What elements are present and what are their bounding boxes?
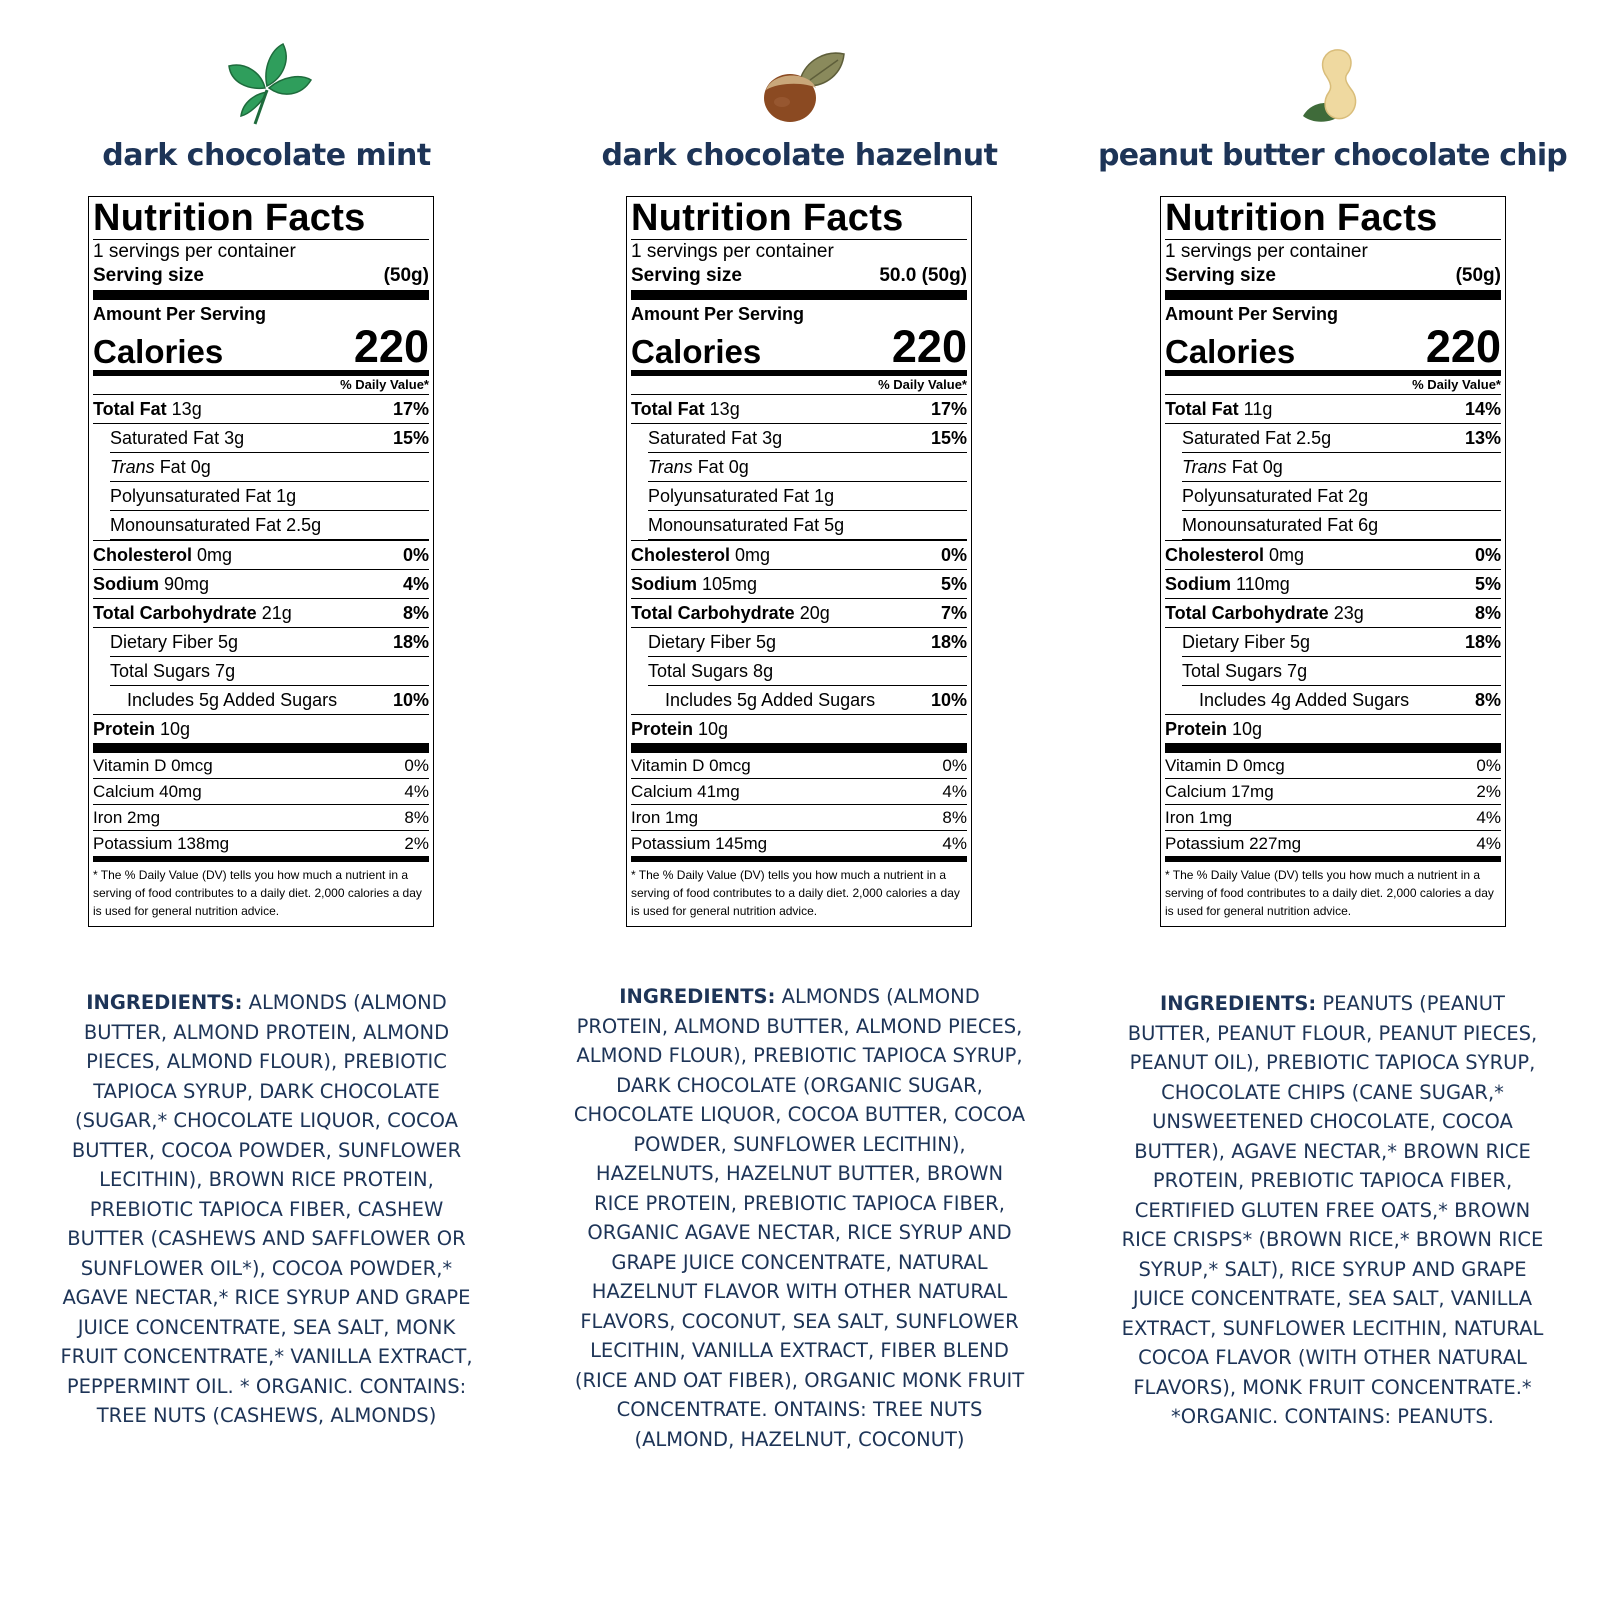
nutrient-amount: 13g: [704, 399, 740, 419]
nutrient-amount: 23g: [1328, 603, 1364, 623]
nutrient-amount: 10g: [155, 718, 191, 739]
polyunsaturated-fat-row: [1182, 482, 1501, 511]
vitamin-name: Iron 1mg: [631, 807, 699, 827]
added-sugars-row: [665, 686, 967, 715]
calories-row: [631, 321, 967, 376]
nutrient-name: Total Sugars 7g: [110, 661, 236, 681]
nutrient-dv: 15%: [930, 428, 967, 448]
nutrition-facts-title: Nutrition Facts: [1165, 197, 1501, 240]
daily-value-footnote: * The % Daily Value (DV) tells you how much a nutrient in a serving of food contributes to a daily diet. 2,000 calories a day is used for general nutrition advice.: [93, 867, 422, 918]
daily-value-header: % Daily Value*: [631, 376, 967, 395]
nutrient-name: Saturated Fat 2.5g: [1182, 428, 1332, 448]
nutrient-amount: 90mg: [159, 574, 210, 594]
vitamin-name: Calcium 40mg: [93, 781, 202, 801]
vitamin-name: Potassium 145mg: [631, 833, 768, 853]
nutrient-dv: 7%: [940, 603, 967, 623]
servings-per-container: 1 servings per container: [93, 241, 296, 262]
added-sugars-row: [127, 686, 429, 715]
vitamin-name: Calcium 41mg: [631, 781, 740, 801]
nutrient-amount: Fat 0g: [1226, 457, 1283, 477]
nutrient-name: Trans: [1182, 457, 1227, 477]
nutrient-dv: 0%: [940, 545, 967, 565]
trans-fat-row: [648, 453, 967, 482]
vitamin-dv: 4%: [1476, 833, 1501, 853]
amount-per-serving: Amount Per Serving: [93, 304, 267, 324]
daily-value-header: % Daily Value*: [1165, 376, 1501, 395]
vitamin-dv: 4%: [942, 781, 967, 801]
nutrient-dv: 10%: [392, 690, 429, 710]
nutrient-dv: 14%: [1464, 399, 1501, 419]
vitamin-d-row: [93, 753, 429, 779]
added-sugars-row: [1199, 686, 1501, 715]
total-sugars-row: [648, 657, 967, 686]
trans-fat-row: [110, 453, 429, 482]
calcium-row: [93, 779, 429, 805]
nutrient-dv: 13%: [1464, 428, 1501, 448]
nutrient-name: Includes 5g Added Sugars: [127, 690, 338, 710]
monounsaturated-fat-row: [110, 511, 429, 540]
calories-label: Calories: [631, 333, 762, 370]
amount-per-serving: Amount Per Serving: [1165, 304, 1339, 324]
amount-per-serving: Amount Per Serving: [631, 304, 805, 324]
total-carbohydrate-row: [1165, 599, 1501, 628]
cholesterol-row: [1165, 540, 1501, 570]
sodium-row: [631, 570, 967, 599]
nutrient-name: Cholesterol: [631, 545, 731, 565]
sodium-row: [93, 570, 429, 599]
nutrient-amount: 11g: [1238, 399, 1273, 419]
vitamin-dv: 0%: [404, 755, 429, 775]
vitamin-name: Iron 2mg: [93, 807, 161, 827]
nutrient-name: Saturated Fat 3g: [648, 428, 783, 448]
nutrient-name: Sodium: [93, 574, 159, 594]
nutrient-amount: 21g: [256, 603, 292, 623]
protein-row: [93, 714, 429, 753]
vitamin-dv: 4%: [1476, 807, 1501, 827]
nutrient-name: Total Fat: [631, 399, 705, 419]
nutrient-name: Cholesterol: [1165, 545, 1265, 565]
total-carbohydrate-row: [631, 599, 967, 628]
iron-row: [1165, 805, 1501, 831]
daily-value-footnote: * The % Daily Value (DV) tells you how much a nutrient in a serving of food contributes to a daily diet. 2,000 calories a day is used for general nutrition advice.: [631, 867, 960, 918]
ingredients-list: PEANUTS (PEANUT BUTTER, PEANUT FLOUR, PEANUT PIECES, PEANUT OIL), PREBIOTIC TAPIOCA SYRUP, CHOCOLATE CHIPS (CANE SUGAR,* UNSWEETENED CHOCOLATE, COCOA BUTTER), AGAVE NECTAR,* BROWN RICE PROTEIN, PREBIOTIC TAPIOCA FIBER, CERTIFIED GLUTEN FREE OATS,* BROWN RICE CRISPS* (BROWN RICE,* BROWN RICE SYRUP,* SALT), RICE SYRUP AND GRAPE JUICE CONCENTRATE, SEA SALT, VANILLA EXTRACT, SUNFLOWER LECITHIN, NATURAL COCOA FLAVOR (WITH OTHER NATURAL FLAVORS), MONK FRUIT CONCENTRATE.* *ORGANIC. CONTAINS: PEANUTS.: [1121, 992, 1544, 1428]
vitamin-name: Potassium 138mg: [93, 833, 230, 853]
potassium-row: [631, 831, 967, 862]
dietary-fiber-row: [1182, 628, 1501, 657]
serving-size-label: Serving size: [631, 265, 742, 286]
nutrient-name: Dietary Fiber 5g: [1182, 632, 1311, 652]
nutrient-dv: 4%: [402, 574, 429, 594]
vitamin-name: Calcium 17mg: [1165, 781, 1274, 801]
nutrition-facts-label: [626, 196, 972, 927]
product-column: [0, 0, 533, 1600]
nutrient-name: Polyunsaturated Fat 1g: [110, 486, 297, 506]
mint-leaves-icon: [217, 40, 317, 130]
calories-label: Calories: [1165, 333, 1296, 370]
ingredients-list: ALMONDS (ALMOND PROTEIN, ALMOND BUTTER, ALMOND PIECES, ALMOND FLOUR), PREBIOTIC TAPIOCA SYRUP, DARK CHOCOLATE (ORGANIC SUGAR, CHOCOLATE LIQUOR, COCOA BUTTER, COCOA POWDER, SUNFLOWER LECITHIN), HAZELNUTS, HAZELNUT BUTTER, BROWN RICE PROTEIN, PREBIOTIC TAPIOCA FIBER, ORGANIC AGAVE NECTAR, RICE SYRUP AND GRAPE JUICE CONCENTRATE, NATURAL HAZELNUT FLAVOR WITH OTHER NATURAL FLAVORS, COCONUT, SEA SALT, SUNFLOWER LECITHIN, VANILLA EXTRACT, FIBER BLEND (RICE AND OAT FIBER), ORGANIC MONK FRUIT CONCENTRATE. ONTAINS: TREE NUTS (ALMOND, HAZELNUT, COCONUT): [573, 985, 1026, 1451]
nutrient-name: Includes 4g Added Sugars: [1199, 690, 1410, 710]
polyunsaturated-fat-row: [110, 482, 429, 511]
vitamin-d-row: [631, 753, 967, 779]
saturated-fat-row: [648, 424, 967, 453]
nutrient-name: Polyunsaturated Fat 1g: [648, 486, 835, 506]
nutrient-dv: 15%: [392, 428, 429, 448]
trans-fat-row: [1182, 453, 1501, 482]
nutrient-dv: 8%: [1474, 690, 1501, 710]
nutrient-amount: 105mg: [697, 574, 758, 594]
protein-row: [1165, 714, 1501, 753]
ingredients-text: [533, 982, 1066, 1454]
nutrient-amount: 20g: [794, 603, 830, 623]
nutrient-name: Trans: [110, 457, 155, 477]
vitamin-dv: 4%: [942, 833, 967, 853]
calories-value: 220: [1425, 321, 1501, 372]
nutrient-name: Monounsaturated Fat 6g: [1182, 515, 1379, 535]
protein-row: [631, 714, 967, 753]
potassium-row: [93, 831, 429, 862]
serving-size-row: [1165, 264, 1501, 300]
nutrient-name: Total Sugars 7g: [1182, 661, 1308, 681]
serving-size-value: 50.0 (50g): [879, 265, 967, 286]
cholesterol-row: [93, 540, 429, 570]
nutrient-dv: 18%: [930, 632, 967, 652]
ingredients-text: [1066, 989, 1599, 1432]
calcium-row: [1165, 779, 1501, 805]
vitamin-dv: 2%: [1476, 781, 1501, 801]
potassium-row: [1165, 831, 1501, 862]
vitamin-dv: 2%: [404, 833, 429, 853]
nutrient-name: Dietary Fiber 5g: [648, 632, 777, 652]
nutrient-name: Total Fat: [1165, 399, 1239, 419]
monounsaturated-fat-row: [1182, 511, 1501, 540]
nutrient-amount: 13g: [166, 399, 202, 419]
nutrient-dv: 0%: [1474, 545, 1501, 565]
nutrient-dv: 17%: [930, 399, 967, 419]
cholesterol-row: [631, 540, 967, 570]
nutrient-name: Total Carbohydrate: [631, 603, 795, 623]
nutrition-facts-label: [1160, 196, 1506, 927]
flavor-title: dark chocolate hazelnut: [601, 138, 998, 173]
nutrient-dv: 0%: [402, 545, 429, 565]
monounsaturated-fat-row: [648, 511, 967, 540]
nutrient-amount: 0mg: [192, 545, 233, 565]
nutrient-amount: 0mg: [730, 545, 771, 565]
iron-row: [631, 805, 967, 831]
ingredients-text: [0, 988, 533, 1431]
nutrition-facts-label: [88, 196, 434, 927]
vitamin-name: Vitamin D 0mcg: [631, 755, 751, 775]
nutrient-dv: 17%: [392, 399, 429, 419]
vitamin-name: Vitamin D 0mcg: [1165, 755, 1285, 775]
nutrient-name: Total Fat: [93, 399, 167, 419]
daily-value-footnote: * The % Daily Value (DV) tells you how much a nutrient in a serving of food contributes to a daily diet. 2,000 calories a day is used for general nutrition advice.: [1165, 867, 1494, 918]
vitamin-dv: 4%: [404, 781, 429, 801]
calories-value: 220: [891, 321, 967, 372]
calories-row: [93, 321, 429, 376]
servings-per-container: 1 servings per container: [631, 241, 834, 262]
nutrient-amount: 110mg: [1231, 574, 1290, 594]
vitamin-dv: 8%: [942, 807, 967, 827]
nutrient-dv: 10%: [930, 690, 967, 710]
total-fat-row: [93, 395, 429, 424]
nutrient-name: Monounsaturated Fat 5g: [648, 515, 845, 535]
nutrient-dv: 8%: [1474, 603, 1501, 623]
nutrient-dv: 5%: [940, 574, 967, 594]
nutrient-name: Total Carbohydrate: [93, 603, 257, 623]
nutrient-dv: 8%: [402, 603, 429, 623]
nutrient-dv: 18%: [1464, 632, 1501, 652]
nutrient-amount: Fat 0g: [154, 457, 211, 477]
vitamin-name: Potassium 227mg: [1165, 833, 1302, 853]
product-column: [1066, 0, 1599, 1600]
nutrient-dv: 5%: [1474, 574, 1501, 594]
calories-label: Calories: [93, 333, 224, 370]
vitamin-name: Vitamin D 0mcg: [93, 755, 213, 775]
ingredients-heading: INGREDIENTS:: [1160, 992, 1317, 1015]
saturated-fat-row: [110, 424, 429, 453]
nutrient-amount: 10g: [693, 718, 729, 739]
serving-size-label: Serving size: [93, 265, 204, 286]
total-fat-row: [631, 395, 967, 424]
serving-size-row: [631, 264, 967, 300]
nutrient-name: Protein: [1165, 718, 1228, 739]
serving-size-row: [93, 264, 429, 300]
calories-value: 220: [353, 321, 429, 372]
vitamin-name: Iron 1mg: [1165, 807, 1233, 827]
nutrient-amount: 10g: [1227, 718, 1263, 739]
nutrient-dv: 18%: [392, 632, 429, 652]
flavor-title: peanut butter chocolate chip: [1098, 138, 1567, 173]
peanut-icon: [1283, 40, 1383, 130]
nutrient-name: Protein: [631, 718, 694, 739]
nutrient-name: Total Sugars 8g: [648, 661, 774, 681]
ingredients-heading: INGREDIENTS:: [619, 985, 776, 1008]
nutrient-name: Dietary Fiber 5g: [110, 632, 239, 652]
nutrient-name: Sodium: [631, 574, 697, 594]
product-column: [533, 0, 1066, 1600]
sodium-row: [1165, 570, 1501, 599]
nutrient-name: Trans: [648, 457, 693, 477]
nutrient-name: Total Carbohydrate: [1165, 603, 1329, 623]
serving-size-value: (50g): [1455, 265, 1501, 286]
total-carbohydrate-row: [93, 599, 429, 628]
flavor-title: dark chocolate mint: [102, 138, 431, 173]
nutrient-name: Protein: [93, 718, 156, 739]
serving-size-value: (50g): [383, 265, 429, 286]
nutrient-name: Polyunsaturated Fat 2g: [1182, 486, 1369, 506]
iron-row: [93, 805, 429, 831]
dietary-fiber-row: [648, 628, 967, 657]
total-sugars-row: [1182, 657, 1501, 686]
nutrient-name: Sodium: [1165, 574, 1231, 594]
servings-per-container: 1 servings per container: [1165, 241, 1368, 262]
calcium-row: [631, 779, 967, 805]
ingredients-list: ALMONDS (ALMOND BUTTER, ALMOND PROTEIN, ALMOND PIECES, ALMOND FLOUR), PREBIOTIC TAPIOCA SYRUP, DARK CHOCOLATE (SUGAR,* CHOCOLATE LIQUOR, COCOA BUTTER, COCOA POWDER, SUNFLOWER LECITHIN), BROWN RICE PROTEIN, PREBIOTIC TAPIOCA FIBER, CASHEW BUTTER (CASHEWS AND SAFFLOWER OR SUNFLOWER OIL*), COCOA POWDER,* AGAVE NECTAR,* RICE SYRUP AND GRAPE JUICE CONCENTRATE, SEA SALT, MONK FRUIT CONCENTRATE,* VANILLA EXTRACT, PEPPERMINT OIL. * ORGANIC. CONTAINS: TREE NUTS (CASHEWS, ALMONDS): [60, 991, 473, 1427]
nutrient-name: Cholesterol: [93, 545, 193, 565]
hazelnut-icon: [750, 40, 850, 130]
nutrient-name: Includes 5g Added Sugars: [665, 690, 876, 710]
serving-size-label: Serving size: [1165, 265, 1276, 286]
nutrient-name: Saturated Fat 3g: [110, 428, 245, 448]
dietary-fiber-row: [110, 628, 429, 657]
nutrition-facts-title: Nutrition Facts: [93, 197, 429, 240]
total-fat-row: [1165, 395, 1501, 424]
vitamin-dv: 8%: [404, 807, 429, 827]
polyunsaturated-fat-row: [648, 482, 967, 511]
nutrient-name: Monounsaturated Fat 2.5g: [110, 515, 322, 535]
calories-row: [1165, 321, 1501, 376]
nutrition-facts-title: Nutrition Facts: [631, 197, 967, 240]
daily-value-header: % Daily Value*: [93, 376, 429, 395]
vitamin-dv: 0%: [942, 755, 967, 775]
nutrient-amount: Fat 0g: [692, 457, 749, 477]
vitamin-d-row: [1165, 753, 1501, 779]
vitamin-dv: 0%: [1476, 755, 1501, 775]
nutrient-amount: 0mg: [1264, 545, 1305, 565]
total-sugars-row: [110, 657, 429, 686]
ingredients-heading: INGREDIENTS:: [86, 991, 243, 1014]
saturated-fat-row: [1182, 424, 1501, 453]
